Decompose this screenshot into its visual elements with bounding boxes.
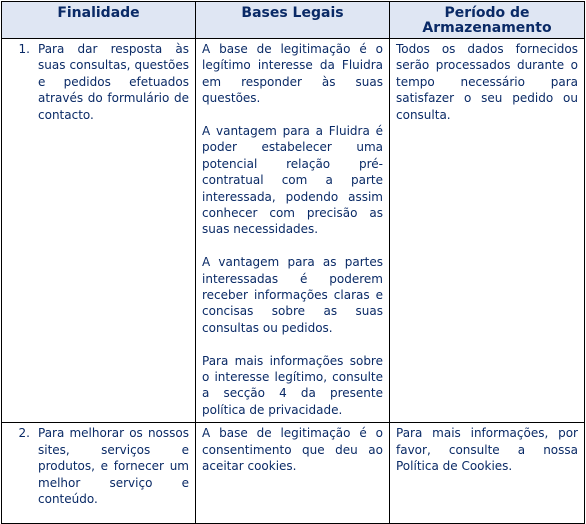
finalidade-cell (2, 39, 196, 423)
table-row (2, 39, 585, 423)
periodo-cell (390, 423, 585, 524)
bases-legais-cell (196, 39, 390, 423)
bases-paragraph: A base de legitimação é o consentimento que deu ao aceitar cookies. (202, 426, 383, 474)
finalidade-text: Para melhorar os nossos sites, serviços e produtos, e fornecer um melhor serviço e conteúdo. (38, 426, 189, 506)
header-finalidade: Finalidade (2, 2, 196, 39)
finalidade-cell (2, 423, 196, 524)
bases-paragraph: A vantagem para as partes interessadas é poderem receber informações claras e concisas sobre as suas consultas ou pedidos. (202, 255, 383, 335)
header-row (2, 2, 585, 39)
row-number: 2. (18, 426, 30, 441)
bases-paragraph: A base de legitimação é o legítimo interesse da Fluidra em responder às suas questões. (202, 42, 383, 106)
periodo-cell (390, 39, 585, 423)
periodo-text: Todos os dados fornecidos serão processados durante o tempo necessário para satisfazer o seu pedido ou consulta. (396, 42, 578, 122)
header-bases-legais: Bases Legais (196, 2, 390, 39)
bases-paragraph: A vantagem para a Fluidra é poder estabelecer uma potencial relação pré-contratual com a parte interessada, podendo assim conhecer com precisão as suas necessidades. (202, 124, 383, 237)
row-number: 1. (18, 42, 30, 56)
table-row (2, 423, 585, 524)
header-periodo-armazenamento: Período de Armazenamento (390, 2, 585, 39)
bases-paragraph: Para mais informações sobre o interesse legítimo, consulte a secção 4 da presente política de privacidade. (202, 353, 383, 417)
periodo-text: Para mais informações, por favor, consulte a nossa Política de Cookies. (396, 426, 578, 474)
data-processing-table (1, 1, 585, 524)
bases-legais-cell (196, 423, 390, 524)
finalidade-text: Para dar resposta às suas consultas, questões e pedidos efetuados através do formulário de contacto. (38, 42, 189, 122)
